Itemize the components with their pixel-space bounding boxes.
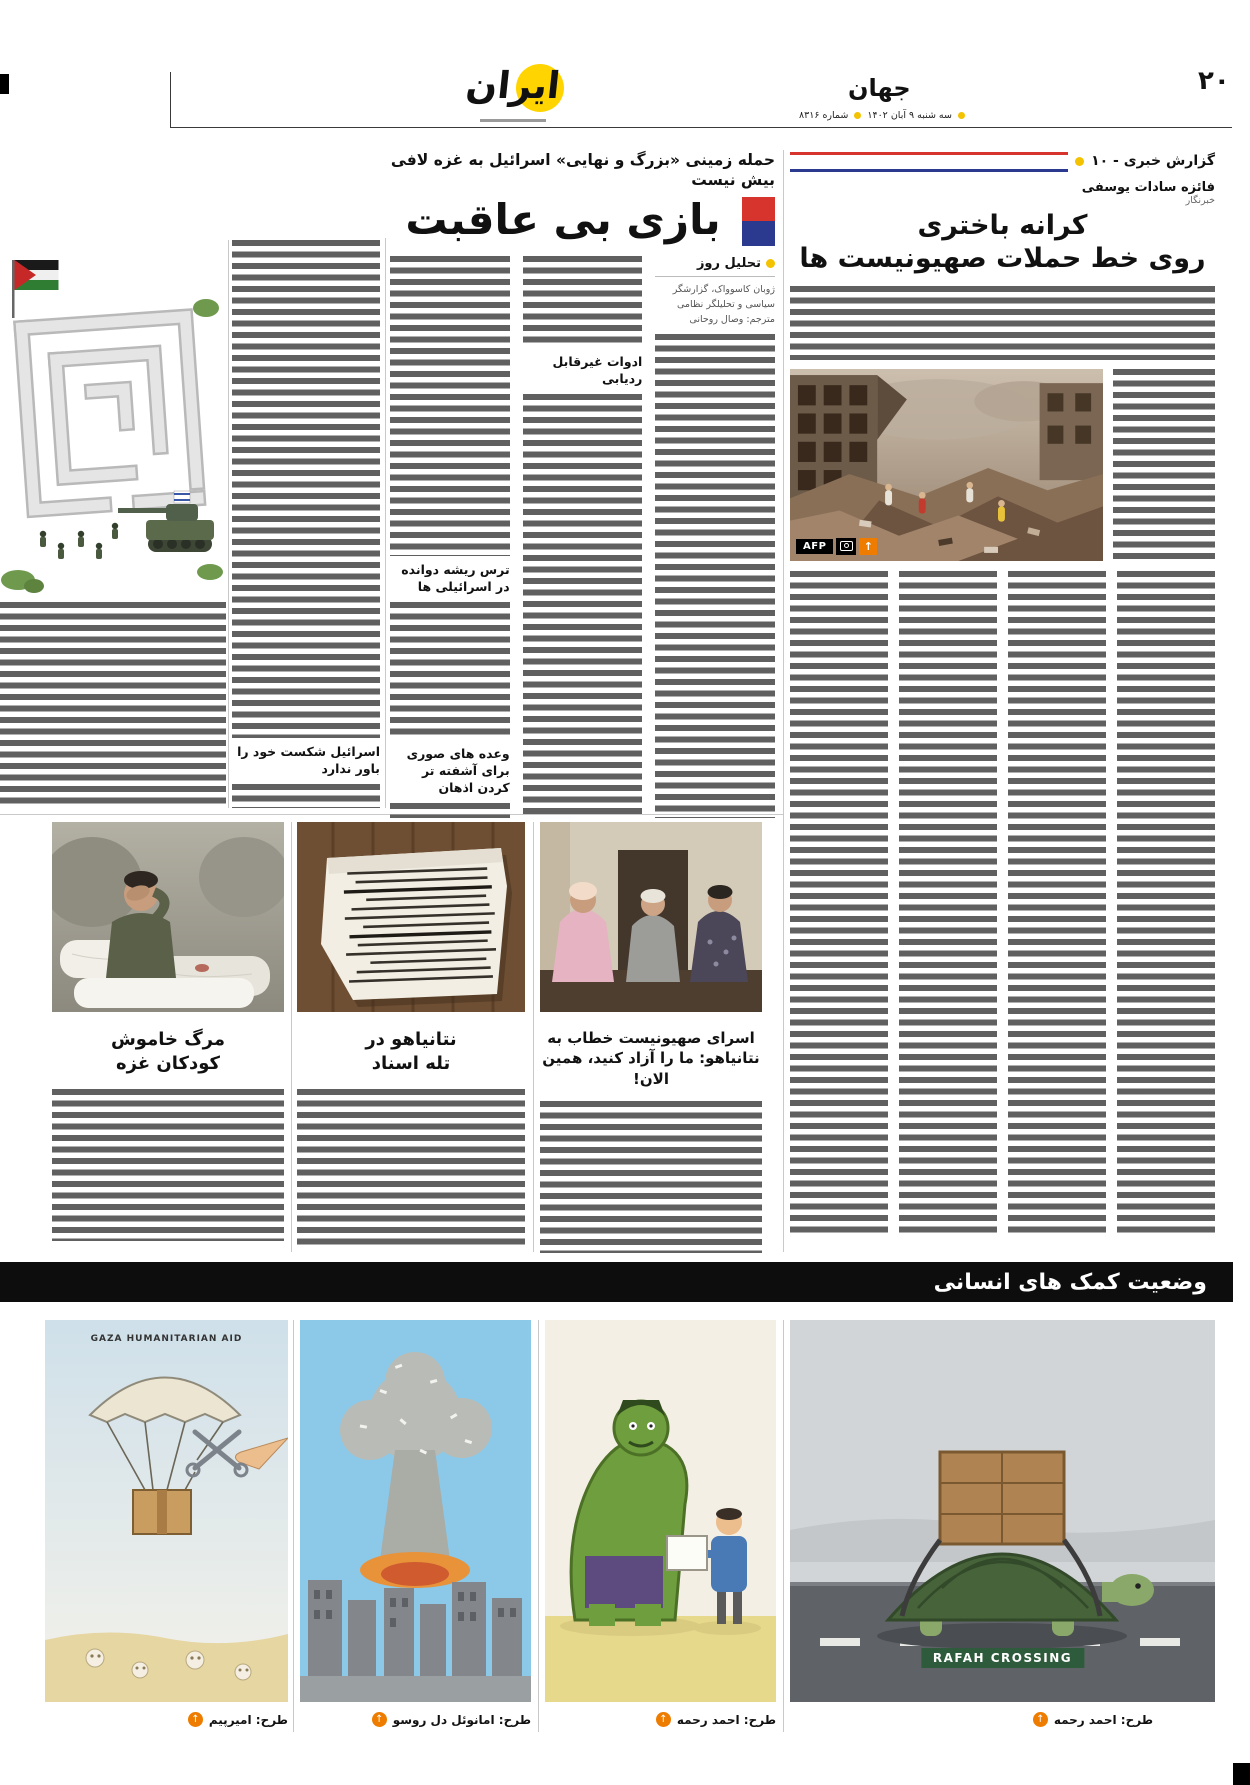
body-text [0, 602, 226, 807]
reporter-role: خبرنگار [1185, 195, 1215, 206]
arrow-up-icon: ↑ [1033, 1712, 1048, 1727]
cartoon-rafah-turtle [790, 1320, 1215, 1702]
main-headline [790, 210, 1215, 276]
body-text [1008, 571, 1106, 1237]
body-text [790, 571, 888, 1237]
column-rule [783, 150, 784, 1252]
body-text [232, 240, 380, 738]
body-text [790, 286, 1215, 360]
soldiers [40, 523, 118, 559]
cartoon-credit [790, 1712, 1215, 1727]
story-analysis [390, 150, 775, 818]
photo-badges [796, 538, 877, 555]
bullet-icon [958, 112, 965, 119]
brief-title: نتانیاهو در تله اسناد [365, 1029, 457, 1075]
maze-illustration [0, 236, 226, 594]
bullet-icon [1075, 157, 1084, 166]
arrow-up-icon: ↑ [372, 1712, 387, 1727]
photo-destroyed-buildings [790, 369, 1103, 561]
column-rule [228, 240, 229, 808]
credit-text: طرح: امانوئل دل روسو [392, 1712, 531, 1727]
analysis-label-text: تحلیل روز [696, 256, 761, 272]
camera-icon [836, 538, 856, 555]
issue-number: شماره ۸۳۱۶ [799, 110, 849, 121]
brief-gaza-children [52, 822, 284, 1241]
analysis-translator: مترجم: وصال روحانی [689, 313, 775, 325]
brief-title: اسرای صهیونیست خطاب به نتانیاهو: ما را آزاد کنید، همین الان! [542, 1029, 760, 1088]
brief-zionist-prisoners [540, 822, 762, 1253]
headline-line1: کرانه باختری [917, 210, 1088, 241]
body-text [297, 1089, 525, 1247]
subhead: ترس ریشه دوانده در اسرائیلی ها [401, 562, 510, 595]
body-text [1113, 369, 1215, 561]
body-text [899, 571, 997, 1237]
aid-section-bar [0, 1262, 1233, 1302]
photo-three-women [540, 822, 762, 1012]
analysis-col-2 [523, 256, 643, 818]
section-title: جهان [848, 74, 911, 102]
header-rule [170, 127, 1232, 128]
analysis-headline: بازی بی عاقبت [405, 195, 721, 245]
photo-credit-badge: AFP [796, 539, 833, 554]
analysis-author: ژوبان کاسوواک، گزارشگر سیاسی و تحلیلگر نظامی [672, 284, 775, 310]
illustration-maze-cartoon [0, 236, 226, 594]
reporter-name: فائزه سادات یوسفی [1081, 180, 1215, 195]
analysis-byline [655, 283, 775, 327]
column-rule [293, 1320, 294, 1732]
photo-torn-document [297, 822, 525, 1012]
body-text [540, 1101, 762, 1253]
subhead: وعده های صوری برای آشفته تر کردن اذهان [406, 746, 510, 795]
label-rule-bars [790, 152, 1068, 172]
arrow-up-icon: ↑ [859, 538, 877, 555]
body-text [52, 1089, 284, 1241]
palestinian-flag-icon [12, 260, 59, 318]
column-rule [291, 822, 292, 1252]
bullet-icon [854, 112, 861, 119]
body-text [390, 256, 510, 556]
column-rule [538, 1320, 539, 1732]
body-text [390, 602, 510, 740]
analysis-col-1 [655, 256, 775, 818]
brief-title: مرگ خاموش کودکان غزه [110, 1029, 226, 1075]
headline-line2: روی خط حملات صهیونیست ها [799, 242, 1206, 274]
cartoon-credit [300, 1712, 531, 1727]
cartoon-caption-text: GAZA HUMANITARIAN AID [90, 1334, 243, 1344]
credit-text: طرح: امیرپیم [208, 1712, 288, 1727]
column-rule [533, 822, 534, 1252]
logo-wordmark: ایران [463, 64, 563, 107]
body-text [232, 784, 380, 808]
body-text [1117, 571, 1215, 1237]
body-text [523, 256, 643, 348]
rubble-photo-illustration [790, 369, 1103, 561]
story-west-bank [790, 150, 1215, 1237]
cartoon-monster-aid [545, 1320, 776, 1702]
body-columns [790, 571, 1215, 1237]
column-rule [783, 1320, 784, 1732]
report-label: گزارش خبری - ۱۰ [1091, 153, 1215, 169]
brief-netanyahu-documents [297, 822, 525, 1247]
cartoon-paper-explosion [300, 1320, 531, 1702]
body-text [390, 803, 510, 819]
date-text: سه شنبه ۹ آبان ۱۴۰۲ [867, 110, 952, 121]
analysis-col-3 [390, 256, 510, 818]
subhead: اسرائیل شکست خود را باور ندارد [237, 744, 380, 776]
column-rule [385, 238, 386, 808]
bullet-icon [766, 259, 775, 268]
iran-logo [448, 62, 578, 124]
body-text [523, 394, 643, 818]
cartoon-credit [45, 1712, 288, 1727]
logo-tagline [480, 119, 546, 122]
print-registration-mark [0, 74, 9, 94]
byline [790, 180, 1215, 206]
analysis-col-4 [232, 240, 380, 808]
credit-text: طرح: احمد رحمه [676, 1712, 776, 1727]
story-kicker: حمله زمینی «بزرگ و نهایی» اسرائیل به غزه لافی بیش نیست [390, 151, 775, 190]
red-blue-flag-icon [742, 197, 775, 246]
story-kicker-label [790, 150, 1215, 172]
rafah-crossing-sign: RAFAH CROSSING [921, 1648, 1084, 1668]
dateline [775, 110, 965, 121]
credit-text: طرح: احمد رحمه [1053, 1712, 1153, 1727]
cartoon-aid-parachute [45, 1320, 288, 1702]
arrow-up-icon: ↑ [188, 1712, 203, 1727]
analysis-label [655, 256, 775, 277]
body-text [655, 334, 775, 818]
photo-mourning-man [52, 822, 284, 1012]
print-registration-mark [1233, 1763, 1250, 1785]
header-divider [170, 72, 171, 127]
cartoon-credit [545, 1712, 776, 1727]
aid-section-title: وضعیت کمک های انسانی [933, 1269, 1207, 1295]
subhead: ادوات غیرقابل ردیابی [552, 354, 643, 387]
arrow-up-icon: ↑ [656, 1712, 671, 1727]
page-number: ۲۰ [1198, 66, 1230, 96]
